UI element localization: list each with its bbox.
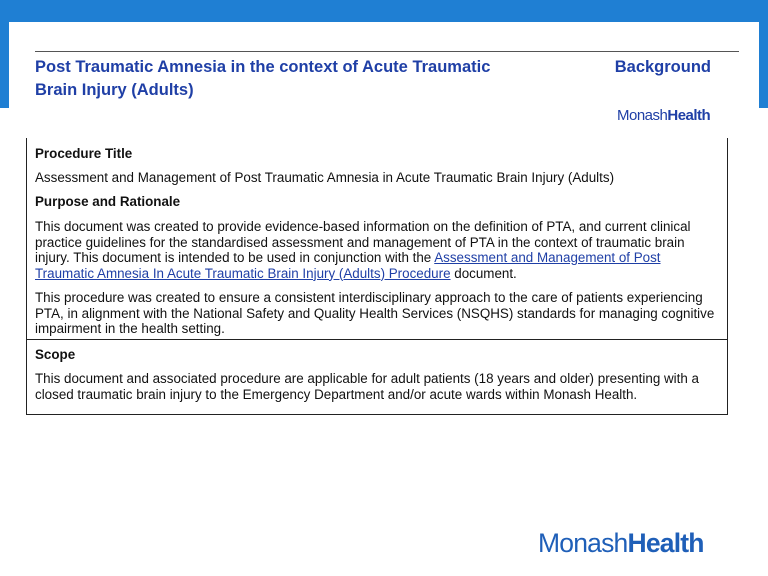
procedure-title-text: Assessment and Management of Post Traumatic Amnesia in Acute Traumatic Brain Injury (Adults): [35, 170, 615, 185]
header-rule: [35, 51, 739, 52]
document-header: [9, 22, 759, 112]
purpose-paragraph-2: This procedure was created to ensure a consistent interdisciplinary approach to the care of patients experiencing PTA, in alignment with the National Safety and Quality Health Services (NSQHS) standards for managing cognitive impairment in the health setting.: [35, 290, 715, 336]
logo-small-part2: Health: [667, 107, 711, 124]
procedure-title-heading: Procedure Title: [35, 146, 133, 161]
scope-text: This document and associated procedure are applicable for adult patients (18 years and older) presenting with a closed traumatic brain injury to the Emergency Department and/or acute wards within Monash Health.: [35, 371, 699, 402]
scope-heading: Scope: [35, 347, 76, 362]
section-label: Background: [614, 58, 711, 76]
monash-health-logo-small: [617, 107, 710, 124]
monash-health-logo-large: [538, 528, 704, 559]
purpose-paragraph-1: [35, 219, 721, 281]
purpose-p1-text: This document was created to provide evidence-based information on the definition of PTA, and current clinical practice guidelines for the standardised assessment and management of PTA in the context of traumatic brain injury. This document is intended to be used in conjunction with the: [35, 219, 691, 265]
purpose-heading: Purpose and Rationale: [35, 194, 181, 209]
procedure-document-link[interactable]: Assessment and Management of Post Traumatic Amnesia In Acute Traumatic Brain Injury (Adults) Procedure: [35, 250, 661, 281]
logo-large-part1: Monash: [538, 528, 628, 558]
logo-small-part1: Monash: [617, 107, 668, 124]
logo-large-part2: Health: [627, 528, 704, 558]
purpose-p1-text-end: document.: [450, 265, 517, 281]
procedure-box: [26, 138, 728, 415]
row-divider: [27, 339, 727, 340]
document-title: Post Traumatic Amnesia in the context of Acute Traumatic Brain Injury (Adults): [35, 58, 491, 99]
